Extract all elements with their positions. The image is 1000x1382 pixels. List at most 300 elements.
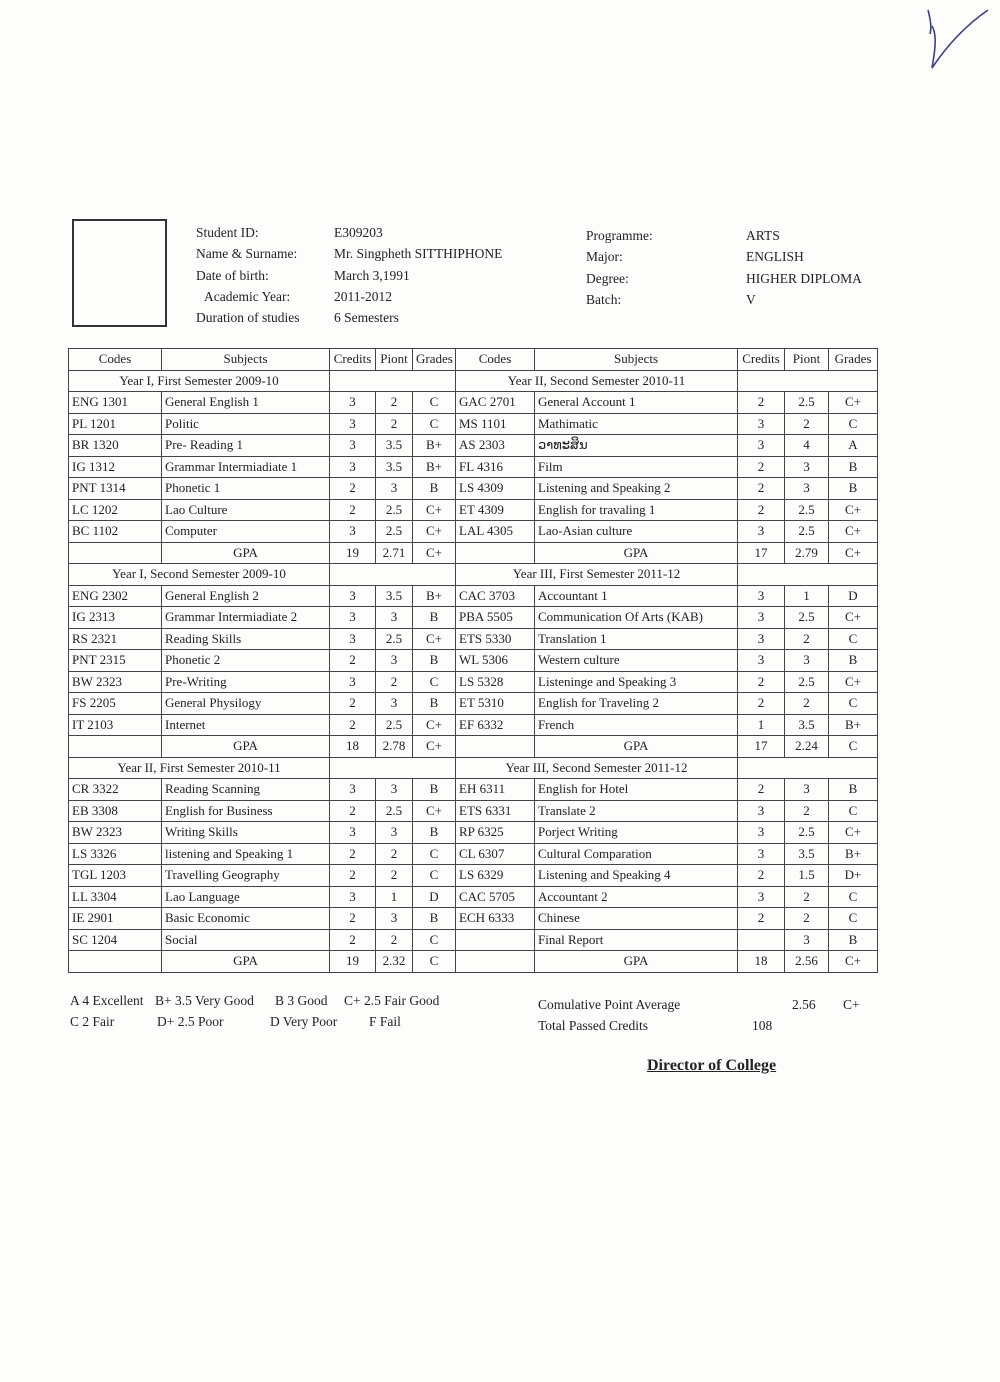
table-row: [69, 865, 878, 887]
left-grade-cell: C+: [413, 800, 456, 822]
credits-label: Total Passed Credits: [538, 1018, 649, 1033]
grades-body: [69, 370, 878, 972]
right-point-cell: 1.5: [785, 865, 829, 887]
left-credits-cell: 2: [330, 478, 376, 500]
empty-cell: [330, 370, 456, 392]
right-grade-cell: B: [829, 650, 878, 672]
gpa-row: [69, 542, 878, 564]
credits-value: 108: [752, 1018, 773, 1033]
right-grade-cell: C: [829, 908, 878, 930]
programme-value: ARTS: [746, 228, 780, 243]
left-code-cell: EB 3308: [69, 800, 162, 822]
right-credits-cell: 3: [738, 413, 785, 435]
table-row: [69, 693, 878, 715]
left-code-cell: IE 2901: [69, 908, 162, 930]
right-credits-cell: 3: [738, 607, 785, 629]
left-credits-cell: 2: [330, 800, 376, 822]
left-subject-cell: Pre- Reading 1: [162, 435, 330, 457]
programme-label: Programme:: [586, 228, 653, 243]
left-code-cell: BW 2323: [69, 671, 162, 693]
semester-title-row: [69, 370, 878, 392]
right-subject-cell: Accountant 1: [535, 585, 738, 607]
right-grade-cell: C+: [829, 671, 878, 693]
empty-cell: [330, 757, 456, 779]
gpa-right-value: 18: [738, 951, 785, 973]
major-label: Major:: [586, 249, 623, 265]
left-point-cell: 2: [376, 843, 413, 865]
left-subject-cell: Basic Economic: [162, 908, 330, 930]
right-grade-cell: A: [829, 435, 878, 457]
legend-item: C 2 Fair: [70, 1014, 115, 1029]
left-code-cell: PNT 1314: [69, 478, 162, 500]
left-subject-cell: Reading Skills: [162, 628, 330, 650]
right-credits-cell: 2: [738, 499, 785, 521]
right-grade-cell: D: [829, 585, 878, 607]
right-subject-cell: English for travaling 1: [535, 499, 738, 521]
left-subject-cell: General English 1: [162, 392, 330, 414]
right-credits-cell: [738, 929, 785, 951]
empty-cell: [69, 951, 162, 973]
left-grade-cell: B: [413, 908, 456, 930]
right-point-cell: 2.5: [785, 392, 829, 414]
left-grade-cell: B: [413, 779, 456, 801]
left-credits-cell: 3: [330, 413, 376, 435]
left-grade-cell: B: [413, 478, 456, 500]
left-point-cell: 2: [376, 671, 413, 693]
left-grade-cell: B+: [413, 435, 456, 457]
credits-row: [538, 1015, 878, 1036]
right-point-cell: 3.5: [785, 843, 829, 865]
right-point-cell: 2: [785, 413, 829, 435]
left-point-cell: 2: [376, 413, 413, 435]
right-credits-cell: 2: [738, 779, 785, 801]
left-credits-cell: 2: [330, 843, 376, 865]
right-credits-cell: 1: [738, 714, 785, 736]
left-subject-cell: Social: [162, 929, 330, 951]
left-code-cell: PNT 2315: [69, 650, 162, 672]
grades-table: [68, 348, 878, 973]
right-point-cell: 2.5: [785, 671, 829, 693]
table-row: [69, 478, 878, 500]
left-subject-cell: Lao Culture: [162, 499, 330, 521]
left-credits-cell: 3: [330, 435, 376, 457]
right-subject-cell: Accountant 2: [535, 886, 738, 908]
table-row: [69, 650, 878, 672]
right-subject-cell: Communication Of Arts (KAB): [535, 607, 738, 629]
table-row: [69, 714, 878, 736]
right-grade-cell: C: [829, 628, 878, 650]
right-subject-cell: Film: [535, 456, 738, 478]
right-code-cell: LAL 4305: [456, 521, 535, 543]
left-subject-cell: Lao Language: [162, 886, 330, 908]
header-credits-right: Credits: [738, 349, 785, 371]
right-code-cell: [456, 929, 535, 951]
summary: [538, 994, 878, 1036]
student-info-labels: [196, 222, 300, 328]
right-code-cell: GAC 2701: [456, 392, 535, 414]
right-point-cell: 2.5: [785, 521, 829, 543]
duration-value: 6 Semesters: [334, 310, 399, 326]
gpa-right-value: 17: [738, 542, 785, 564]
gpa-right-value: C+: [829, 542, 878, 564]
right-credits-cell: 3: [738, 800, 785, 822]
handwritten-check-mark: [922, 6, 992, 76]
left-credits-cell: 3: [330, 607, 376, 629]
left-point-cell: 3: [376, 779, 413, 801]
left-point-cell: 3: [376, 478, 413, 500]
left-credits-cell: 2: [330, 929, 376, 951]
left-subject-cell: Politic: [162, 413, 330, 435]
director-signature-label: Director of College: [647, 1057, 777, 1074]
left-grade-cell: B: [413, 693, 456, 715]
left-code-cell: FS 2205: [69, 693, 162, 715]
right-subject-cell: Listening and Speaking 2: [535, 478, 738, 500]
left-code-cell: PL 1201: [69, 413, 162, 435]
left-code-cell: ENG 2302: [69, 585, 162, 607]
semester-title-left: Year I, Second Semester 2009-10: [69, 564, 330, 586]
right-code-cell: AS 2303: [456, 435, 535, 457]
degree-label: Degree:: [586, 270, 629, 286]
left-point-cell: 1: [376, 886, 413, 908]
gpa-label-right: GPA: [535, 736, 738, 758]
student-info-values: [334, 222, 502, 328]
programme-info-values: [746, 225, 862, 310]
table-row: [69, 929, 878, 951]
legend-line-1: [70, 990, 439, 1011]
empty-cell: [738, 370, 878, 392]
left-grade-cell: C+: [413, 628, 456, 650]
table-row: [69, 800, 878, 822]
table-row: [69, 843, 878, 865]
right-grade-cell: C+: [829, 521, 878, 543]
left-grade-cell: C: [413, 865, 456, 887]
table-row: [69, 628, 878, 650]
right-credits-cell: 3: [738, 650, 785, 672]
left-credits-cell: 3: [330, 779, 376, 801]
right-code-cell: CAC 5705: [456, 886, 535, 908]
header-point-left: Piont: [376, 349, 413, 371]
right-point-cell: 2: [785, 693, 829, 715]
right-code-cell: ETS 6331: [456, 800, 535, 822]
left-point-cell: 3: [376, 693, 413, 715]
left-code-cell: CR 3322: [69, 779, 162, 801]
right-subject-cell: Final Report: [535, 929, 738, 951]
legend-item: D+ 2.5 Poor: [157, 1014, 224, 1029]
left-code-cell: BR 1320: [69, 435, 162, 457]
right-subject-cell: French: [535, 714, 738, 736]
left-subject-cell: Pre-Writing: [162, 671, 330, 693]
left-credits-cell: 2: [330, 714, 376, 736]
right-code-cell: CAC 3703: [456, 585, 535, 607]
cpa-row: [538, 994, 878, 1015]
left-point-cell: 2: [376, 929, 413, 951]
right-subject-cell: Mathimatic: [535, 413, 738, 435]
legend-item: B+ 3.5 Very Good: [155, 993, 254, 1008]
table-row: [69, 435, 878, 457]
right-subject-cell: ວາທະສິນ: [535, 435, 738, 457]
duration-label: Duration of studies: [196, 310, 300, 326]
right-credits-cell: 3: [738, 886, 785, 908]
right-point-cell: 2.5: [785, 822, 829, 844]
header-credits-left: Credits: [330, 349, 376, 371]
right-grade-cell: C+: [829, 607, 878, 629]
semester-title-left: Year I, First Semester 2009-10: [69, 370, 330, 392]
gpa-label-left: GPA: [162, 951, 330, 973]
left-grade-cell: B: [413, 607, 456, 629]
right-grade-cell: C: [829, 800, 878, 822]
right-subject-cell: General Account 1: [535, 392, 738, 414]
header-codes-left: Codes: [69, 349, 162, 371]
student-id-value: E309203: [334, 225, 383, 240]
gpa-left-value: 2.71: [376, 542, 413, 564]
left-subject-cell: Phonetic 2: [162, 650, 330, 672]
empty-cell: [330, 564, 456, 586]
right-code-cell: ECH 6333: [456, 908, 535, 930]
right-subject-cell: Chinese: [535, 908, 738, 930]
left-point-cell: 3: [376, 908, 413, 930]
right-point-cell: 3: [785, 650, 829, 672]
left-subject-cell: Reading Scanning: [162, 779, 330, 801]
right-credits-cell: 2: [738, 456, 785, 478]
gpa-row: [69, 951, 878, 973]
gpa-row: [69, 736, 878, 758]
semester-title-row: [69, 564, 878, 586]
left-credits-cell: 2: [330, 499, 376, 521]
semester-title-right: Year III, Second Semester 2011-12: [456, 757, 738, 779]
gpa-left-value: 19: [330, 542, 376, 564]
right-code-cell: WL 5306: [456, 650, 535, 672]
left-point-cell: 3: [376, 650, 413, 672]
left-subject-cell: Writing Skills: [162, 822, 330, 844]
right-grade-cell: C: [829, 413, 878, 435]
academic-year-label: Academic Year:: [204, 288, 291, 304]
semester-title-right: Year II, Second Semester 2010-11: [456, 370, 738, 392]
left-credits-cell: 3: [330, 628, 376, 650]
left-code-cell: LL 3304: [69, 886, 162, 908]
right-code-cell: RP 6325: [456, 822, 535, 844]
empty-cell: [69, 542, 162, 564]
right-credits-cell: 3: [738, 843, 785, 865]
right-grade-cell: C: [829, 886, 878, 908]
right-credits-cell: 2: [738, 478, 785, 500]
right-point-cell: 2: [785, 908, 829, 930]
left-credits-cell: 3: [330, 456, 376, 478]
left-grade-cell: B+: [413, 456, 456, 478]
gpa-right-value: 2.79: [785, 542, 829, 564]
gpa-left-value: C+: [413, 736, 456, 758]
right-subject-cell: English for Hotel: [535, 779, 738, 801]
right-point-cell: 3: [785, 456, 829, 478]
right-subject-cell: English for Traveling 2: [535, 693, 738, 715]
left-grade-cell: C+: [413, 714, 456, 736]
right-subject-cell: Western culture: [535, 650, 738, 672]
left-grade-cell: C+: [413, 521, 456, 543]
left-code-cell: LS 3326: [69, 843, 162, 865]
left-point-cell: 3.5: [376, 435, 413, 457]
left-point-cell: 3: [376, 822, 413, 844]
right-code-cell: LS 5328: [456, 671, 535, 693]
left-subject-cell: Computer: [162, 521, 330, 543]
left-grade-cell: C: [413, 413, 456, 435]
name-value: Mr. Singpheth SITTHIPHONE: [334, 246, 503, 262]
right-point-cell: 2: [785, 886, 829, 908]
right-subject-cell: Translation 1: [535, 628, 738, 650]
right-grade-cell: B+: [829, 714, 878, 736]
gpa-left-value: 2.32: [376, 951, 413, 973]
right-subject-cell: Translate 2: [535, 800, 738, 822]
gpa-label-left: GPA: [162, 542, 330, 564]
right-credits-cell: 2: [738, 392, 785, 414]
left-point-cell: 2: [376, 865, 413, 887]
dob-label: Date of birth:: [196, 267, 269, 283]
legend-item: F Fail: [369, 1014, 401, 1029]
header-grades-left: Grades: [413, 349, 456, 371]
empty-cell: [738, 757, 878, 779]
left-grade-cell: B+: [413, 585, 456, 607]
left-subject-cell: Grammar Intermiadiate 1: [162, 456, 330, 478]
gpa-right-value: 2.56: [785, 951, 829, 973]
right-point-cell: 1: [785, 585, 829, 607]
empty-cell: [456, 736, 535, 758]
right-subject-cell: Cultural Comparation: [535, 843, 738, 865]
table-row: [69, 671, 878, 693]
right-subject-cell: Listeninge and Speaking 3: [535, 671, 738, 693]
right-point-cell: 2: [785, 800, 829, 822]
right-code-cell: EF 6332: [456, 714, 535, 736]
table-row: [69, 521, 878, 543]
right-code-cell: LS 4309: [456, 478, 535, 500]
left-credits-cell: 2: [330, 865, 376, 887]
cpa-value: 2.56: [792, 997, 816, 1012]
left-subject-cell: Phonetic 1: [162, 478, 330, 500]
empty-cell: [456, 542, 535, 564]
left-point-cell: 2.5: [376, 800, 413, 822]
table-row: [69, 779, 878, 801]
table-row: [69, 456, 878, 478]
right-subject-cell: Porject Writing: [535, 822, 738, 844]
grade-legend: [70, 990, 439, 1032]
right-grade-cell: B: [829, 929, 878, 951]
gpa-left-value: 2.78: [376, 736, 413, 758]
left-credits-cell: 3: [330, 671, 376, 693]
left-credits-cell: 3: [330, 886, 376, 908]
left-subject-cell: General Physilogy: [162, 693, 330, 715]
right-grade-cell: B: [829, 779, 878, 801]
programme-info-labels: [586, 225, 653, 310]
left-grade-cell: C: [413, 392, 456, 414]
right-point-cell: 3.5: [785, 714, 829, 736]
right-credits-cell: 3: [738, 521, 785, 543]
left-credits-cell: 3: [330, 585, 376, 607]
right-code-cell: ET 4309: [456, 499, 535, 521]
left-grade-cell: C: [413, 671, 456, 693]
table-row: [69, 886, 878, 908]
table-row: [69, 607, 878, 629]
right-credits-cell: 2: [738, 671, 785, 693]
left-point-cell: 3.5: [376, 456, 413, 478]
table-row: [69, 413, 878, 435]
gpa-left-value: 19: [330, 951, 376, 973]
left-subject-cell: English for Business: [162, 800, 330, 822]
empty-cell: [456, 951, 535, 973]
left-credits-cell: 3: [330, 521, 376, 543]
left-code-cell: IT 2103: [69, 714, 162, 736]
dob-value: March 3,1991: [334, 267, 410, 283]
right-credits-cell: 2: [738, 693, 785, 715]
student-id-label: Student ID:: [196, 225, 259, 240]
header-subjects-left: Subjects: [162, 349, 330, 371]
table-header-row: [69, 349, 878, 371]
right-point-cell: 3: [785, 478, 829, 500]
cpa-grade: C+: [843, 997, 860, 1012]
right-grade-cell: C+: [829, 822, 878, 844]
left-credits-cell: 2: [330, 693, 376, 715]
right-point-cell: 2: [785, 628, 829, 650]
left-code-cell: BW 2323: [69, 822, 162, 844]
right-code-cell: EH 6311: [456, 779, 535, 801]
right-code-cell: MS 1101: [456, 413, 535, 435]
right-point-cell: 2.5: [785, 607, 829, 629]
left-code-cell: ENG 1301: [69, 392, 162, 414]
left-grade-cell: D: [413, 886, 456, 908]
right-code-cell: CL 6307: [456, 843, 535, 865]
table-row: [69, 908, 878, 930]
batch-label: Batch:: [586, 291, 622, 307]
left-code-cell: BC 1102: [69, 521, 162, 543]
right-point-cell: 4: [785, 435, 829, 457]
right-code-cell: ETS 5330: [456, 628, 535, 650]
left-code-cell: SC 1204: [69, 929, 162, 951]
right-grade-cell: C: [829, 693, 878, 715]
left-point-cell: 3.5: [376, 585, 413, 607]
right-code-cell: FL 4316: [456, 456, 535, 478]
right-code-cell: ET 5310: [456, 693, 535, 715]
right-point-cell: 3: [785, 929, 829, 951]
left-point-cell: 2.5: [376, 499, 413, 521]
legend-item: B 3 Good: [275, 993, 328, 1008]
legend-item: C+ 2.5 Fair Good: [344, 993, 440, 1008]
left-subject-cell: Grammar Intermiadiate 2: [162, 607, 330, 629]
right-grade-cell: D+: [829, 865, 878, 887]
left-code-cell: LC 1202: [69, 499, 162, 521]
legend-item: A 4 Excellent: [70, 993, 144, 1008]
left-grade-cell: B: [413, 822, 456, 844]
right-credits-cell: 3: [738, 585, 785, 607]
header-subjects-right: Subjects: [535, 349, 738, 371]
header-grades-right: Grades: [829, 349, 878, 371]
photo-box: [72, 219, 167, 327]
left-grade-cell: C: [413, 929, 456, 951]
right-point-cell: 2.5: [785, 499, 829, 521]
right-code-cell: PBA 5505: [456, 607, 535, 629]
table-row: [69, 392, 878, 414]
legend-line-2: [70, 1011, 439, 1032]
semester-title-right: Year III, First Semester 2011-12: [456, 564, 738, 586]
academic-year-value: 2011-2012: [334, 288, 392, 304]
left-credits-cell: 2: [330, 908, 376, 930]
left-subject-cell: Internet: [162, 714, 330, 736]
gpa-right-value: C: [829, 736, 878, 758]
table-row: [69, 822, 878, 844]
left-grade-cell: B: [413, 650, 456, 672]
major-value: ENGLISH: [746, 249, 804, 265]
left-subject-cell: listening and Speaking 1: [162, 843, 330, 865]
left-code-cell: IG 1312: [69, 456, 162, 478]
cpa-label: Comulative Point Average: [538, 997, 681, 1012]
right-grade-cell: B+: [829, 843, 878, 865]
left-credits-cell: 3: [330, 822, 376, 844]
right-credits-cell: 3: [738, 435, 785, 457]
